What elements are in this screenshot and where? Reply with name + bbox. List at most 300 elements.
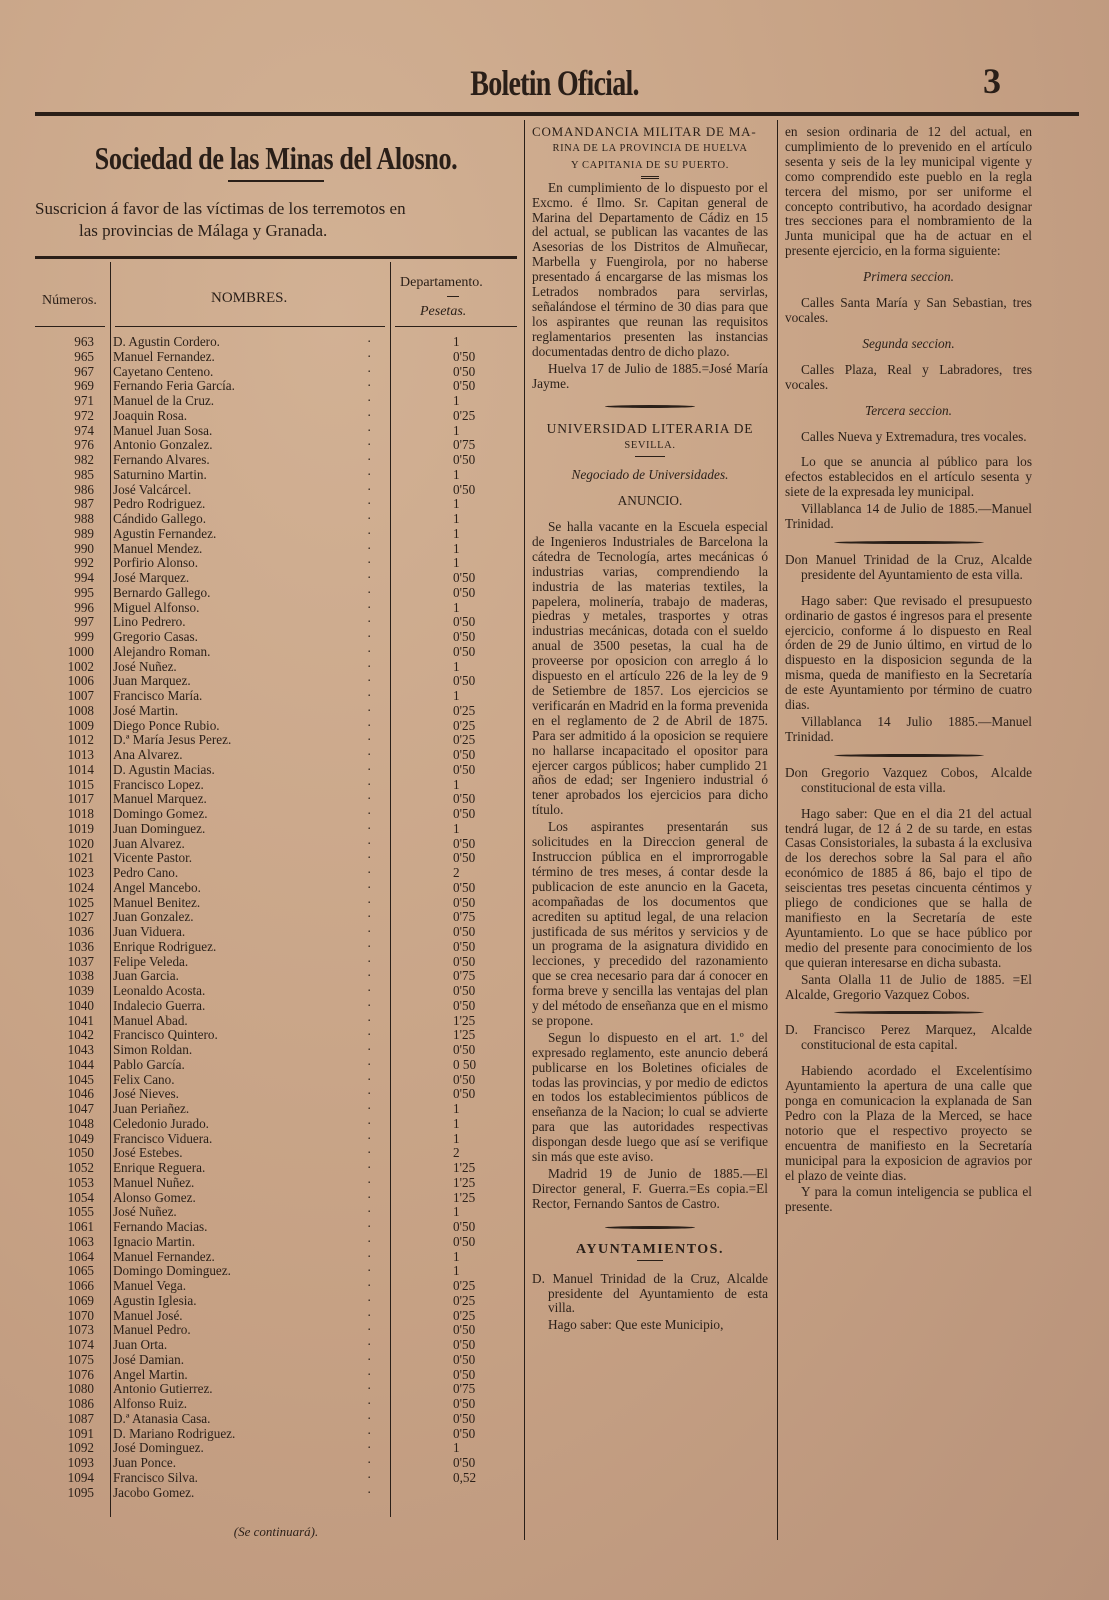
row-number: 1012 [67,732,94,748]
table-row [35,1073,517,1088]
university-paragraph: Se halla vacante en la Escuela especial de Ingenieros Industriales de Barcelona la cátedra de Tecnología, artes mecánicas ó industrias varias, comprendiendo la industria de las materias textiles, la papelera, molinería, trabajo de maderas, piedras y metales, trasportes y otras industrias mecánicas, dotada con el sueldo anual de 3500 pesetas, la cual ha de proveerse por oposicion con arreglo á lo dispuesto en el artículo 226 de la ley de 9 de Setiembre de 1857. Los ejercicios se verificarán en Madrid en la forma prevenida en el reglamento de 2 de Abril de 1875. Para ser admitido á la oposicion se requiere no hallarse incapacitado el opositor para ejercer cargos públicos; haber cumplido 21 años de edad; ser Ingeniero industrial ó tener aprobados los ejercicios para dicho título. [532,519,768,818]
table-row [35,733,517,748]
row-name: Juan Ponce. [113,1456,176,1470]
section-heading: Primera seccion. [863,269,954,285]
row-number: 1023 [67,865,94,880]
section-heading: Segunda seccion. [862,335,955,351]
row-amount: 0'50 [453,1351,476,1367]
row-leader-dot: · [367,747,372,762]
row-number: 1008 [67,702,94,718]
row-amount: 0'50 [453,953,476,969]
table-row [35,1161,517,1176]
row-name: Juan Alvarez. [113,836,185,851]
table-row [35,1117,517,1132]
row-number: 1066 [67,1278,94,1293]
row-amount: 0'50 [453,1410,476,1426]
row-leader-dot: · [367,879,372,895]
row-amount: 0'50 [453,452,476,467]
table-row [35,365,517,380]
row-amount: 0'25 [453,702,476,718]
notice-paragraph: Hago saber: Que revisado el presupuesto ordinario de gastos é ingresos para el presente ejercicio, conforme á lo dispuesto en Real órden de 29 de Junio último, en virtud de lo dispuesto en la disposicion segunda de la misma, queda de manifiesto en la Secretaría de este Ayuntamiento por término de cuatro dias. [785,592,1032,713]
row-name: José Estebes. [113,1146,183,1161]
row-amount: 0'50 [453,879,476,895]
table-row [35,660,517,675]
row-name: José Dominguez. [113,1441,204,1456]
subtitle-line: Suscricion á favor de las víctimas de los terremotos en [35,199,406,218]
row-leader-dot: · [367,1366,372,1382]
row-amount: 1 [453,555,460,571]
table-row [35,851,517,866]
row-amount: 1 [453,525,460,541]
row-leader-dot: · [367,953,372,969]
table-row [35,645,517,660]
row-number: 1025 [67,894,94,910]
row-leader-dot: · [367,702,372,718]
row-amount: 1'25 [453,1174,476,1190]
table-row [35,1087,517,1102]
row-amount: 0'50 [453,673,476,689]
row-amount: 0'50 [453,1071,476,1087]
table-row [35,1235,517,1250]
row-leader-dot: · [367,452,372,467]
table-row [35,674,517,689]
notice-signature: Villablanca 14 Julio 1885.—Manuel Trinidad. [785,714,1032,744]
table-row [35,881,517,896]
row-number: 1069 [67,1292,94,1308]
row-name: Juan Gonzalez. [113,910,194,925]
row-leader-dot: · [367,761,372,777]
row-leader-dot: · [367,1440,372,1456]
row-number: 982 [74,452,94,467]
row-leader-dot: · [367,1425,372,1441]
table-row [35,1132,517,1147]
row-leader-dot: · [367,1130,372,1146]
row-amount: 0'50 [453,1086,476,1102]
row-name: Francisco Lopez. [113,777,204,792]
row-leader-dot: · [367,584,372,600]
table-row [35,1279,517,1294]
page-header-title: Boletin Oficial. [470,63,639,103]
row-amount: 0'50 [453,1366,476,1382]
section-body: Calles Nueva y Extremadura, tres vocales. [801,428,1027,444]
mini-rule [635,456,665,457]
row-amount: 0'25 [453,732,476,748]
row-number: 990 [74,540,94,556]
table-row [35,910,517,925]
table-row [35,866,517,881]
row-amount: 1 [453,511,460,526]
header-dash [447,296,459,297]
row-name: Juan Orta. [113,1338,168,1352]
row-name: Lino Pedrero. [113,615,186,630]
row-number: 1086 [67,1396,94,1411]
row-name: Manuel Mendez. [113,541,203,556]
row-amount: 0'50 [453,1219,476,1234]
notice-heading: Don Gregorio Vazquez Cobos, Alcalde constitucional de esta villa. [785,764,1032,795]
column-divider [524,120,525,1540]
row-leader-dot: · [367,540,372,556]
row-number: 1046 [67,1086,94,1102]
row-leader-dot: · [367,1469,372,1485]
row-leader-dot: · [367,1263,372,1279]
row-number: 1075 [67,1351,94,1367]
row-number: 972 [74,407,94,423]
row-number: 987 [74,496,94,512]
row-number: 995 [74,584,94,600]
table-row [35,1382,517,1397]
row-leader-dot: · [367,1381,372,1397]
table-row [35,719,517,734]
row-number: 1063 [67,1233,94,1249]
row-name: Juan Periañez. [113,1102,190,1116]
section-separator [834,541,984,544]
row-leader-dot: · [367,422,372,438]
row-leader-dot: · [367,1115,372,1131]
row-amount: 1 [453,1263,460,1279]
row-name: Manuel Fernandez. [113,1249,215,1264]
row-name: José Nieves. [113,1087,179,1102]
row-name: Antonio Gonzalez. [113,438,213,453]
table-row [35,1397,517,1412]
header-numeros: Números. [42,293,97,308]
row-name: Manuel Abad. [113,1013,188,1028]
row-amount: 0'50 [453,806,476,821]
row-name: José Damian. [113,1352,185,1367]
row-amount: 1'25 [453,1189,476,1205]
row-leader-dot: · [367,658,372,674]
row-leader-dot: · [367,525,372,541]
row-number: 1018 [67,806,94,821]
row-leader-dot: · [367,481,372,497]
table-row [35,556,517,571]
row-amount: 0'50 [453,761,476,777]
row-name: Leonaldo Acosta. [113,984,206,998]
row-amount: 0'50 [453,1396,476,1411]
row-leader-dot: · [367,643,372,659]
row-leader-dot: · [367,348,372,364]
table-row [35,512,517,527]
row-name: Gregorio Casas. [113,630,198,644]
table-row [35,955,517,970]
row-number: 985 [74,466,94,482]
notice-paragraph: Lo que se anuncia al público para los efectos establecidos en el artículo sesenta y siete de la expresada ley municipal. [785,454,1032,500]
header-departamento: Departamento. [400,275,483,290]
row-leader-dot: · [367,924,372,939]
row-amount: 1'25 [453,1012,476,1028]
table-row [35,896,517,911]
row-leader-dot: · [367,1322,372,1338]
row-name: Juan Dominguez. [113,821,206,836]
row-number: 988 [74,511,94,526]
table-row [35,969,517,984]
row-amount: 0'25 [453,1292,476,1308]
table-row [35,394,517,409]
university-paragraph: Los aspirantes presentarán sus solicitudes en la Direccion general de Instruccion pública en el improrrogable término de tres meses, á contar desde la publicacion de este anuncio en la Gaceta, acompañadas de los documentos que acrediten su aptitud legal, de una relacion justificada de sus méritos y servicios y de un programa de la asignatura dividido en lecciones, y precedido del razonamiento que se crea necesario para dar á conocer en forma breve y sencilla las ventajas del plan y del método de enseñanza que en el mismo se propone. [532,819,768,1028]
row-name: Angel Martin. [113,1367,188,1382]
row-amount: 1 [453,334,460,349]
row-number: 1053 [67,1174,94,1190]
row-number: 1017 [67,791,94,807]
row-amount: 0'50 [453,643,476,659]
row-number: 1052 [67,1160,94,1175]
row-leader-dot: · [367,511,372,526]
table-row [35,837,517,852]
row-number: 1044 [67,1056,94,1072]
notice-signature: Villablanca 14 de Julio de 1885.—Manuel Trinidad. [785,501,1032,532]
row-name: Juan Marquez. [113,674,191,689]
row-number: 1039 [67,983,94,998]
section-body: Calles Santa María y San Sebastian, tres vocales. [785,295,1032,325]
table-row [35,630,517,645]
row-name: Francisco Viduera. [113,1131,213,1146]
title-rule [228,180,324,182]
row-number: 1000 [67,643,94,659]
row-number: 1061 [67,1219,94,1234]
table-row [35,1102,517,1117]
row-amount: 0'50 [453,997,476,1013]
table-row [35,468,517,483]
mini-rule [637,1260,663,1261]
row-leader-dot: · [367,1071,372,1087]
row-leader-dot: · [367,997,372,1013]
comandancia-subheading: RINA DE LA PROVINCIA DE HUELVA [552,142,748,154]
row-name: Manuel Fernandez. [113,349,215,364]
row-number: 1021 [67,850,94,866]
row-leader-dot: · [367,1086,372,1102]
right-column [785,125,1032,1217]
row-amount: 0'75 [453,968,476,984]
row-name: Joaquin Rosa. [113,408,187,423]
row-number: 1007 [67,688,94,703]
row-leader-dot: · [367,466,372,482]
table-row [35,601,517,616]
row-name: Manuel de la Cruz. [113,394,215,408]
table-row [35,409,517,424]
row-name: Celedonio Jurado. [113,1116,209,1131]
row-amount: 1 [453,496,460,512]
row-leader-dot: · [367,1396,372,1411]
section-separator [834,1011,984,1014]
row-number: 986 [74,481,94,497]
university-heading: UNIVERSIDAD LITERARIA DE [546,421,754,437]
row-number: 1074 [67,1337,94,1352]
row-amount: 0'50 [453,348,476,364]
row-amount: 0,52 [453,1469,477,1485]
row-number: 1076 [67,1366,94,1382]
column-divider [777,120,778,1540]
continued-note: (Se continuará). [233,1524,319,1539]
society-title: Sociedad de las Minas del Alosno. [94,140,458,176]
ayuntamiento-heading: D. Manuel Trinidad de la Cruz, Alcalde presidente del Ayuntamiento de esta villa. [532,1270,768,1316]
row-amount: 2 [453,1145,460,1161]
row-amount: 0'75 [453,437,476,453]
row-name: Miguel Alfonso. [113,600,200,615]
row-number: 1036 [67,924,94,939]
row-leader-dot: · [367,983,372,998]
row-name: Pedro Cano. [113,866,179,880]
section-separator [605,405,695,408]
table-row [35,1338,517,1353]
row-number: 1095 [67,1484,94,1500]
row-amount: 0'50 [453,850,476,866]
table-row [35,1486,517,1501]
table-row [35,615,517,630]
table-row [35,1250,517,1265]
row-leader-dot: · [367,938,372,954]
row-leader-dot: · [367,1189,372,1205]
row-amount: 0'50 [453,1322,476,1338]
row-amount: 1 [453,393,460,408]
row-leader-dot: · [367,1160,372,1175]
row-leader-dot: · [367,1337,372,1352]
row-amount: 0'50 [453,363,476,379]
row-leader-dot: · [367,1455,372,1470]
row-name: Domingo Gomez. [113,807,208,821]
row-number: 1092 [67,1440,94,1456]
row-leader-dot: · [367,968,372,984]
row-number: 1091 [67,1425,94,1441]
row-amount: 0'50 [453,584,476,600]
row-name: José Martin. [113,703,179,718]
comandancia-signature: Huelva 17 de Julio de 1885.=José María Jayme. [532,360,768,391]
table-row [35,748,517,763]
table-row [35,999,517,1014]
row-amount: 0'25 [453,1307,476,1323]
university-paragraph: Segun lo dispuesto en el art. 1.º del expresado reglamento, este anuncio deberá publicarse en los Boletines oficiales de todas las provincias, y por medio de edictos en todos los establecimientos públicos de enseñanza de la Nacion; lo cual se advierte para que las autoridades respectivas dispongan desde luego que así se verifique sin más que este aviso. [532,1029,768,1165]
row-number: 1036 [67,938,94,954]
table-row [35,704,517,719]
row-amount: 0'25 [453,1278,476,1293]
row-name: Cándido Gallego. [113,512,207,526]
row-amount: 0'50 [453,481,476,497]
table-row [35,1264,517,1279]
row-name: Ana Alvarez. [113,748,183,762]
row-number: 1042 [67,1027,94,1043]
row-number: 969 [74,378,94,394]
table-row [35,778,517,793]
table-row [35,1471,517,1486]
row-leader-dot: · [367,1012,372,1028]
table-row [35,763,517,778]
table-row [35,1014,517,1029]
row-amount: 0 50 [453,1056,477,1072]
row-name: José Nuñez. [113,659,177,674]
row-amount: 0'50 [453,791,476,807]
table-row [35,1058,517,1073]
table-row [35,483,517,498]
table-row [35,1368,517,1383]
row-amount: 0'50 [453,894,476,910]
table-row [35,792,517,807]
notice-paragraph: Hago saber: Que en el dia 21 del actual tendrá lugar, de 12 á 2 de su tarde, en estas Casas Consistoriales, la subasta á la exclusiva de los derechos sobre la Sal para el año económico de 1885 á 86, bajo el tipo de seiscientas tres pesetas cincuenta céntimos y pliego de condiciones que se halla de manifiesto en la Secretaría de este Ayuntamiento. Lo que se hace público por medio del presente para conocimiento de los que quieran interesarse en dicha subasta. [785,805,1032,970]
row-leader-dot: · [367,1174,372,1190]
row-name: José Nuñez. [113,1205,177,1220]
row-amount: 1'25 [453,1027,476,1043]
row-leader-dot: · [367,334,372,349]
row-amount: 0'50 [453,835,476,851]
row-amount: 1 [453,1101,460,1116]
row-leader-dot: · [367,894,372,910]
row-name: José Valcárcel. [113,482,192,497]
row-number: 1006 [67,673,94,689]
row-name: Juan Viduera. [113,925,186,939]
row-number: 1064 [67,1248,94,1264]
row-number: 1094 [67,1469,94,1485]
table-row [35,1441,517,1456]
row-name: Francisco María. [113,689,203,703]
row-amount: 1 [453,1130,460,1146]
university-subheading: SEVILLA. [624,440,676,452]
row-name: Felix Cano. [113,1072,175,1087]
table-row [35,1028,517,1043]
row-name: Alejandro Roman. [113,644,211,659]
row-name: Agustin Fernandez. [113,526,217,541]
header-pesetas: Pesetas. [420,304,467,319]
page-number: 3 [983,61,1001,101]
row-leader-dot: · [367,688,372,703]
table-row [35,689,517,704]
row-name: D. Agustin Cordero. [113,335,220,349]
row-number: 1049 [67,1130,94,1146]
row-name: Vicente Pastor. [113,851,193,866]
row-leader-dot: · [367,496,372,512]
row-name: D.ª Atanasia Casa. [113,1411,211,1426]
section-heading: Tercera seccion. [865,402,952,418]
row-leader-dot: · [367,673,372,689]
row-amount: 0'50 [453,378,476,394]
table-row [35,1220,517,1235]
row-amount: 1 [453,1440,460,1456]
row-number: 1040 [67,997,94,1013]
row-number: 1013 [67,747,94,762]
notice-paragraph: en sesion ordinaria de 12 del actual, en cumplimiento de lo prevenido en el artículo sesenta y seis de la ley municipal vigente y como comprendido este pueblo en la regla tercera del mismo, por ser uniforme el concepto contributivo, ha acordado designar tres secciones para el nombramiento de la Junta municipal que ha de actuar en el presente ejercicio, en la forma siguiente: [785,124,1032,259]
comandancia-body: En cumplimiento de lo dispuesto por el Excmo. é Ilmo. Sr. Capitan general de Marina del Departamento de Cádiz en 15 del actual, se publican las vacantes de las Asesorias de los Distritos de Almuñecar, Marbella y Fuengirola, por no haberse presentado á encargarse de las mismas los Letrados nombrados para servirlas, señalándose el término de 30 dias para que los aspirantes que reunan las requisitos reglamentarios presenten las instancias documentadas dentro de dicho plazo. [532,179,768,359]
row-number: 1047 [67,1101,94,1116]
section-separator [834,754,984,757]
row-amount: 1 [453,540,460,556]
table-row [35,822,517,837]
row-leader-dot: · [367,1233,372,1249]
row-name: Alonso Gomez. [113,1190,196,1205]
table-row [35,586,517,601]
row-name: Agustin Iglesia. [113,1293,197,1308]
table-row [35,527,517,542]
table-row [35,1456,517,1471]
row-number: 974 [74,422,94,438]
middle-column [532,125,768,1335]
row-leader-dot: · [367,717,372,733]
table-row [35,1427,517,1442]
row-number: 963 [74,334,94,349]
table-top-rule [35,256,517,259]
row-name: Fernando Feria García. [113,379,235,394]
table-row [35,350,517,365]
row-leader-dot: · [367,865,372,880]
row-name: Manuel Juan Sosa. [113,423,213,438]
row-name: Pedro Rodriguez. [113,497,206,512]
row-name: Francisco Quintero. [113,1028,218,1043]
row-amount: 0'50 [453,1425,476,1441]
row-name: D. Agustin Macias. [113,762,215,777]
row-number: 1002 [67,658,94,674]
section-body: Calles Plaza, Real y Labradores, tres vocales. [785,361,1032,392]
row-name: Bernardo Gallego. [113,585,211,600]
row-number: 1048 [67,1115,94,1131]
ayuntamientos-heading: AYUNTAMIENTOS. [576,1241,724,1257]
row-amount: 1 [453,466,460,482]
table-row [35,1412,517,1427]
row-leader-dot: · [367,407,372,423]
